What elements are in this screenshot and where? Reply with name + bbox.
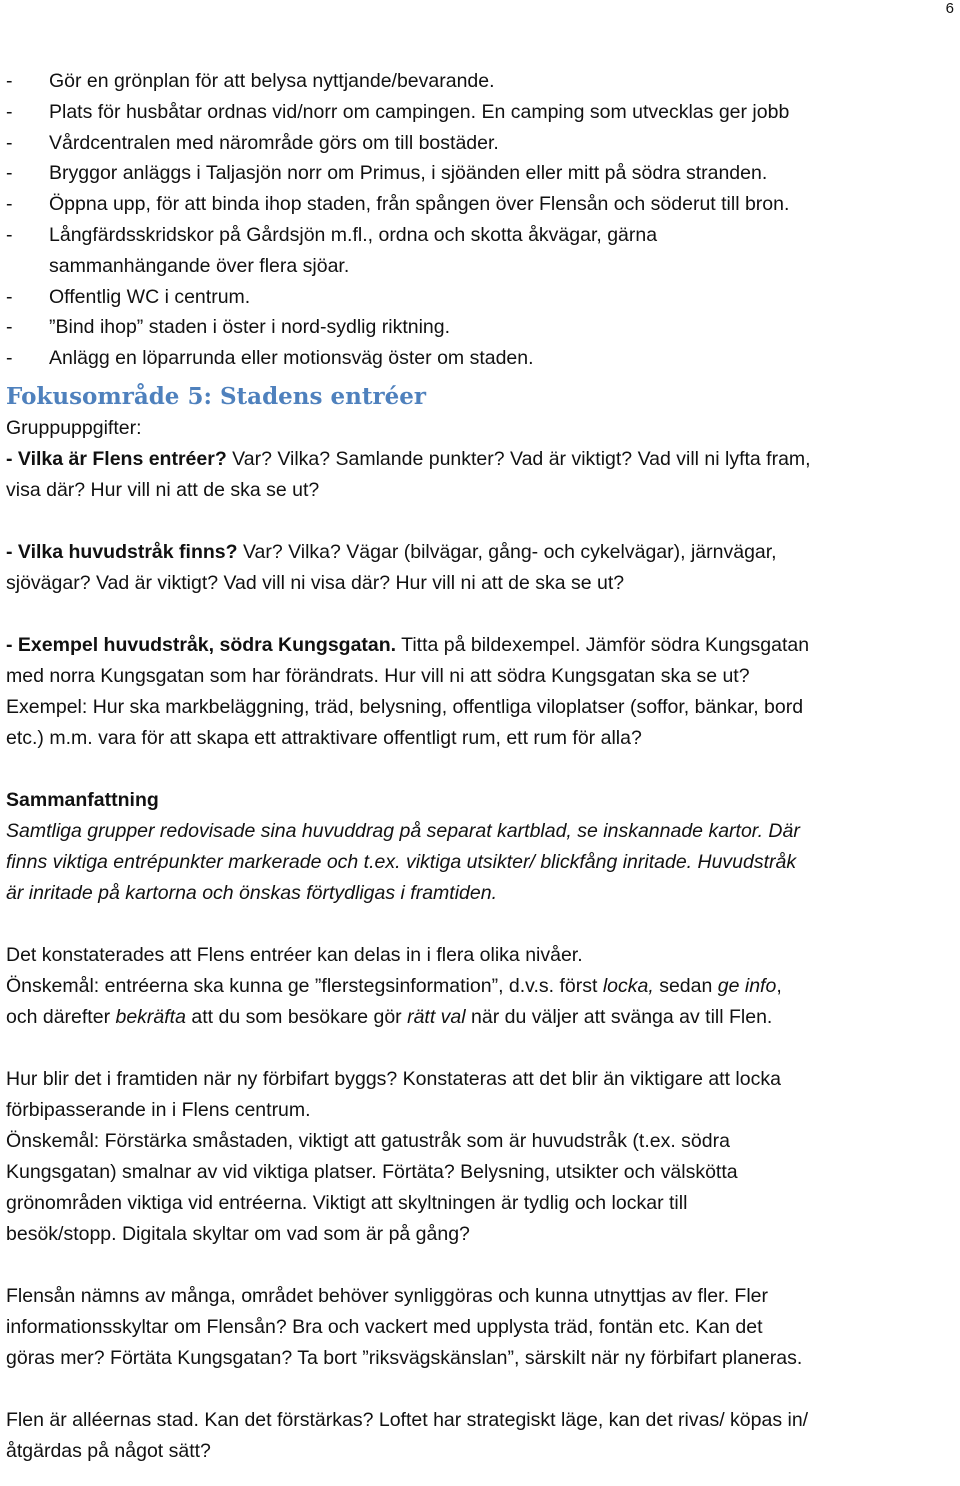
list-item: [6, 312, 956, 343]
question-main-routes-cont: sjövägar? Vad är viktigt? Vad vill ni visa där? Hur vill ni att de ska se ut?: [6, 571, 625, 594]
list-item-text: Plats för husbåtar ordnas vid/norr om campingen. En camping som utvecklas ger jobb: [49, 100, 790, 123]
text-run-italic: rätt val: [407, 1005, 466, 1028]
bullet-dash: -: [6, 285, 13, 308]
paragraph-line: Önskemål: Förstärka småstaden, viktigt att gatustråk som är huvudstråk (t.ex. södra: [6, 1129, 730, 1152]
summary-title: [6, 785, 956, 816]
bullet-dash: -: [6, 100, 13, 123]
text-run: när du väljer att svänga av till Flen.: [465, 1005, 773, 1028]
list-item: [6, 282, 956, 313]
summary-title-text: Sammanfattning: [6, 788, 159, 811]
paragraph-line: [6, 1002, 956, 1033]
question-bold: - Vilka är Flens entréer?: [6, 447, 227, 470]
list-item-text: Bryggor anläggs i Taljasjön norr om Primus, i sjöänden eller mitt på södra stranden.: [49, 162, 768, 185]
section-heading: Fokusområde 5: Stadens entréer: [6, 382, 426, 410]
bullet-dash: -: [6, 131, 13, 154]
paragraph-line: Kungsgatan) smalnar av vid viktiga platser. Förtäta? Belysning, utsikter och välskötta: [6, 1160, 738, 1183]
list-item: [6, 220, 956, 251]
paragraph-line: göras mer? Förtäta Kungsgatan? Ta bort ”riksvägskänslan”, särskilt när ny förbifart planeras.: [6, 1346, 803, 1369]
bullet-dash: -: [6, 347, 13, 370]
spacer: [6, 599, 956, 630]
bullet-dash: -: [6, 223, 13, 246]
question-main-routes: [6, 537, 956, 568]
question-example-cont: Exempel: Hur ska markbeläggning, träd, belysning, offentliga viloplatser (soffor, bänkar, bord: [6, 695, 804, 718]
list-item-text: Offentlig WC i centrum.: [49, 285, 251, 308]
paragraph-line: Flensån nämns av många, området behöver synliggöras och kunna utnyttjas av fler. Fler: [6, 1284, 768, 1307]
question-bold: - Exempel huvudstråk, södra Kungsgatan.: [6, 633, 397, 656]
text-run-italic: bekräfta: [115, 1005, 186, 1028]
page-number: 6: [945, 0, 954, 17]
question-bold: - Vilka huvudstråk finns?: [6, 540, 238, 563]
list-item: [6, 189, 956, 220]
paragraph-line: förbipasserande in i Flens centrum.: [6, 1098, 311, 1121]
spacer: [6, 506, 956, 537]
list-item: [6, 158, 956, 189]
question-example: [6, 630, 956, 661]
paragraph-line: besök/stopp. Digitala skyltar om vad som är på gång?: [6, 1222, 470, 1245]
document-body: [6, 66, 956, 1467]
spacer: [6, 1374, 956, 1405]
paragraph-line: Det konstaterades att Flens entréer kan delas in i flera olika nivåer.: [6, 943, 583, 966]
bullet-list: [6, 66, 956, 374]
paragraph-line: Hur blir det i framtiden när ny förbifart byggs? Konstateras att det blir än viktigare att locka: [6, 1067, 781, 1090]
spacer: [6, 754, 956, 785]
list-item: [6, 128, 956, 159]
list-item-text: Vårdcentralen med närområde görs om till bostäder.: [49, 131, 499, 154]
bullet-dash: -: [6, 70, 13, 92]
list-item: [6, 66, 956, 97]
paragraph-line: åtgärdas på något sätt?: [6, 1439, 211, 1462]
list-item: [6, 343, 956, 374]
subheading: Gruppuppgifter:: [6, 416, 142, 439]
summary-text: finns viktiga entrépunkter markerade och t.ex. viktiga utsikter/ blickfång inritade. Huvudstråk: [6, 850, 797, 873]
text-run: att du som besökare gör: [185, 1005, 408, 1028]
text-run-italic: ge info: [717, 974, 777, 997]
text-run-italic: locka,: [602, 974, 654, 997]
summary-line: [6, 878, 956, 909]
text-run: sedan: [653, 974, 718, 997]
spacer: [6, 1250, 956, 1281]
list-item-text: Anlägg en löparrunda eller motionsväg öster om staden.: [49, 347, 534, 370]
list-item: [6, 97, 956, 128]
question-text: Var? Vilka? Vägar (bilvägar, gång- och cykelvägar), järnvägar,: [237, 540, 777, 563]
bullet-dash: -: [6, 162, 13, 185]
list-item-text: Långfärdsskridskor på Gårdsjön m.fl., ordna och skotta åkvägar, gärna: [49, 223, 658, 246]
question-text: Titta på bildexempel. Jämför södra Kungsgatan: [396, 633, 810, 656]
paragraph-line: Flen är alléernas stad. Kan det förstärkas? Loftet har strategiskt läge, kan det rivas/ köpas in/: [6, 1408, 809, 1431]
summary-text: är inritade på kartorna och önskas förtydligas i framtiden.: [6, 881, 497, 904]
text-run: Önskemål: entréerna ska kunna ge ”flerstegsinformation”, d.v.s. först: [6, 974, 603, 997]
list-item-text: Gör en grönplan för att belysa nyttjande/bevarande.: [49, 70, 495, 92]
summary-line: [6, 847, 956, 878]
summary-line: [6, 816, 956, 847]
text-run: och därefter: [6, 1005, 116, 1028]
spacer: [6, 1033, 956, 1064]
question-entrances: [6, 444, 956, 475]
question-example-cont: med norra Kungsgatan som har förändrats. Hur vill ni att södra Kungsgatan ska se ut?: [6, 664, 750, 687]
summary-text: Samtliga grupper redovisade sina huvuddrag på separat kartblad, se inskannade kartor. Där: [6, 819, 800, 842]
paragraph-line: [6, 971, 956, 1002]
paragraph-line: informationsskyltar om Flensån? Bra och vackert med upplysta träd, fontän etc. Kan det: [6, 1315, 763, 1338]
spacer: [6, 909, 956, 940]
paragraph-line: grönområden viktiga vid entréerna. Viktigt att skyltningen är tydlig och lockar till: [6, 1191, 688, 1214]
question-example-cont: etc.) m.m. vara för att skapa ett attraktivare offentligt rum, ett rum för alla?: [6, 726, 642, 749]
list-item-continuation: sammanhängande över flera sjöar.: [49, 254, 350, 277]
list-item-text: Öppna upp, för att binda ihop staden, från spången över Flensån och söderut till bron.: [49, 193, 790, 216]
text-run: ,: [776, 974, 782, 997]
bullet-dash: -: [6, 316, 13, 339]
bullet-dash: -: [6, 193, 13, 216]
list-item-text: ”Bind ihop” staden i öster i nord-sydlig riktning.: [49, 316, 451, 339]
question-text: Var? Vilka? Samlande punkter? Vad är viktigt? Vad vill ni lyfta fram,: [226, 447, 811, 470]
question-entrances-cont: visa där? Hur vill ni att de ska se ut?: [6, 478, 320, 501]
